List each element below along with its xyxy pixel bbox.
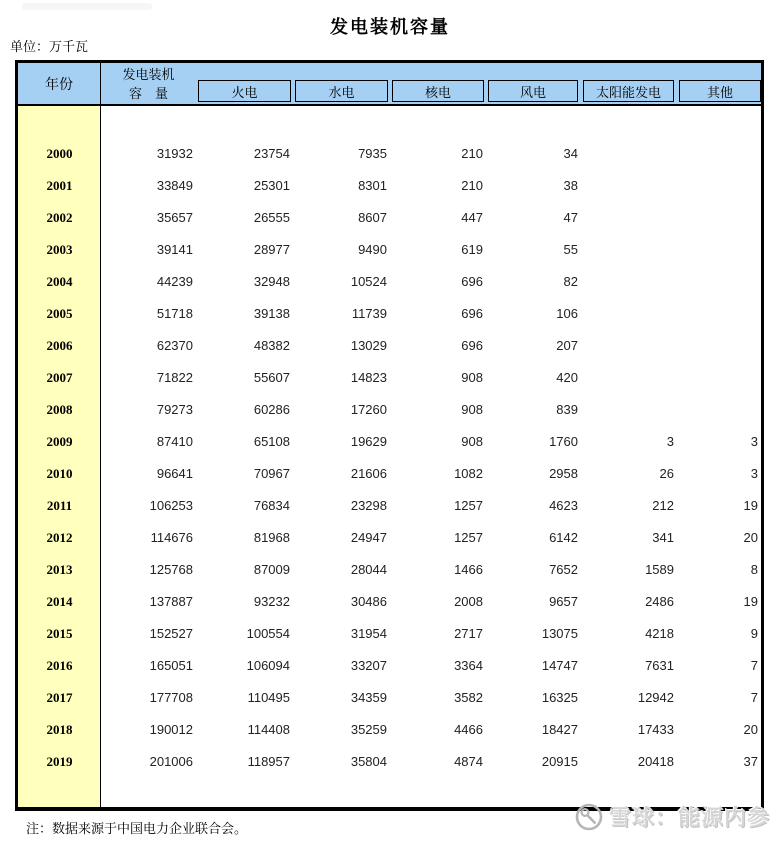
year-column-header: 年份 [18, 63, 101, 104]
data-cell: 48382 [253, 338, 290, 353]
data-cell: 70967 [253, 466, 290, 481]
sub-header-col-5: 其他 [679, 80, 761, 102]
data-cell: 14747 [541, 658, 578, 673]
data-cell: 19 [743, 498, 758, 513]
data-cell: 34 [563, 146, 578, 161]
table-row [18, 362, 761, 394]
data-cell [581, 170, 677, 202]
table-row [18, 554, 761, 586]
data-cell: 114408 [247, 722, 290, 737]
data-cell: 619 [461, 242, 483, 257]
data-cell: 9490 [358, 242, 387, 257]
year-cell: 2009 [46, 434, 73, 449]
data-cell: 2486 [645, 594, 674, 609]
table-row [18, 586, 761, 618]
data-cell [677, 362, 761, 394]
data-cell: 32948 [253, 274, 290, 289]
data-cell: 60286 [253, 402, 290, 417]
data-cell: 79273 [156, 402, 193, 417]
year-cell: 2004 [46, 274, 73, 289]
data-cell: 20 [743, 530, 758, 545]
sub-header-col-1: 水电 [295, 80, 388, 102]
data-cell [581, 362, 677, 394]
footnote: 注：数据来源于中国电力企业联合会。 [26, 821, 248, 836]
capacity-header-line1: 发电装机 [122, 67, 175, 82]
data-cell: 16325 [541, 690, 578, 705]
data-cell: 47 [563, 210, 578, 225]
table-row [18, 650, 761, 682]
data-cell: 96641 [156, 466, 193, 481]
data-cell [677, 234, 761, 266]
data-cell: 696 [461, 338, 483, 353]
data-cell: 62370 [156, 338, 193, 353]
data-cell: 106 [556, 306, 578, 321]
data-cell: 190012 [149, 722, 193, 737]
year-cell: 2014 [46, 594, 73, 609]
year-cell: 2016 [46, 658, 73, 673]
year-cell: 2007 [46, 370, 73, 385]
table-row [18, 394, 761, 426]
data-cell [581, 202, 677, 234]
data-cell: 65108 [253, 434, 290, 449]
watermark-text: 雪球：能源内参 [608, 805, 770, 830]
year-cell: 2006 [46, 338, 73, 353]
data-cell: 1257 [454, 498, 483, 513]
year-cell: 2003 [46, 242, 73, 257]
year-cell: 2008 [46, 402, 73, 417]
table-row [18, 618, 761, 650]
data-cell: 30486 [350, 594, 387, 609]
data-cell: 118957 [247, 754, 290, 769]
table-row [18, 170, 761, 202]
data-cell: 4623 [549, 498, 578, 513]
data-cell: 71822 [156, 370, 193, 385]
data-cell [581, 298, 677, 330]
data-cell: 908 [461, 402, 483, 417]
data-cell: 20 [743, 722, 758, 737]
year-cell: 2000 [46, 146, 73, 161]
table-row [18, 426, 761, 458]
data-cell: 2958 [549, 466, 578, 481]
data-cell: 9657 [549, 594, 578, 609]
data-cell: 106094 [246, 658, 290, 673]
data-cell [677, 202, 761, 234]
data-cell: 55 [563, 242, 578, 257]
data-cell: 28044 [350, 562, 387, 577]
data-cell: 201006 [149, 754, 193, 769]
data-cell: 7 [750, 690, 758, 705]
data-cell: 20915 [541, 754, 578, 769]
table-row [18, 266, 761, 298]
data-cell [581, 394, 677, 426]
data-cell: 3 [750, 434, 758, 449]
table-row [18, 458, 761, 490]
data-cell: 35657 [156, 210, 193, 225]
data-cell: 87410 [156, 434, 193, 449]
data-cell: 25301 [253, 178, 290, 193]
data-cell [677, 394, 761, 426]
data-cell: 110495 [247, 690, 290, 705]
data-cell: 8 [750, 562, 758, 577]
data-cell: 55607 [253, 370, 290, 385]
data-cell: 3582 [454, 690, 483, 705]
data-cell: 17433 [637, 722, 674, 737]
data-cell [677, 330, 761, 362]
data-cell: 39138 [253, 306, 290, 321]
data-cell: 696 [461, 274, 483, 289]
data-cell: 696 [461, 306, 483, 321]
data-cell: 37 [743, 754, 758, 769]
data-cell: 177708 [149, 690, 193, 705]
data-cell: 447 [461, 210, 483, 225]
data-cell: 4874 [454, 754, 483, 769]
year-cell: 2017 [46, 690, 73, 705]
data-cell: 23754 [253, 146, 290, 161]
year-cell: 2018 [46, 722, 73, 737]
xueqiu-logo-icon [574, 802, 604, 832]
table-row [18, 682, 761, 714]
data-cell: 33849 [156, 178, 193, 193]
year-cell: 2002 [46, 210, 73, 225]
data-cell [581, 234, 677, 266]
data-cell: 114676 [150, 530, 193, 545]
data-cell: 7652 [549, 562, 578, 577]
data-cell: 3 [666, 434, 674, 449]
data-cell: 2008 [454, 594, 483, 609]
data-cell: 839 [556, 402, 578, 417]
page-title: 发电装机容量 [330, 17, 450, 37]
data-cell: 34359 [350, 690, 387, 705]
data-cell: 23298 [350, 498, 387, 513]
unit-label: 单位：万千瓦 [10, 39, 89, 54]
data-cell: 18427 [541, 722, 578, 737]
table-row [18, 138, 761, 170]
table-row [18, 298, 761, 330]
data-cell: 33207 [350, 658, 387, 673]
table-row [18, 330, 761, 362]
year-cell: 2010 [46, 466, 73, 481]
table-row [18, 234, 761, 266]
data-cell: 125768 [149, 562, 193, 577]
data-cell: 4218 [645, 626, 674, 641]
data-cell: 35259 [350, 722, 387, 737]
data-cell: 212 [652, 498, 674, 513]
table-row [18, 714, 761, 746]
data-cell: 4466 [454, 722, 483, 737]
data-cell: 19 [743, 594, 758, 609]
data-cell: 26 [659, 466, 674, 481]
table-body [18, 106, 761, 807]
data-cell: 1257 [454, 530, 483, 545]
data-cell: 1589 [645, 562, 674, 577]
data-cell: 14823 [350, 370, 387, 385]
data-cell: 82 [563, 274, 578, 289]
data-cell: 31932 [156, 146, 193, 161]
data-cell: 17260 [350, 402, 387, 417]
year-cell: 2011 [46, 498, 73, 513]
data-cell: 44239 [156, 274, 193, 289]
table-row [18, 490, 761, 522]
data-cell: 87009 [253, 562, 290, 577]
year-cell: 2015 [46, 626, 73, 641]
data-cell [677, 170, 761, 202]
data-cell: 137887 [149, 594, 193, 609]
data-cell: 21606 [350, 466, 387, 481]
table-row [18, 746, 761, 778]
data-cell: 420 [556, 370, 578, 385]
data-cell: 2717 [454, 626, 483, 641]
data-cell: 28977 [253, 242, 290, 257]
data-cell [581, 266, 677, 298]
data-cell: 8607 [358, 210, 387, 225]
data-cell: 341 [652, 530, 674, 545]
data-cell: 7631 [645, 658, 674, 673]
capacity-column-header [101, 63, 196, 104]
table-rows [18, 138, 761, 778]
table-row [18, 202, 761, 234]
data-cell: 3 [750, 466, 758, 481]
sub-header-col-4: 太阳能发电 [583, 80, 674, 102]
sub-header-col-3: 风电 [488, 80, 578, 102]
data-cell: 20418 [637, 754, 674, 769]
year-cell: 2005 [46, 306, 73, 321]
data-cell: 76834 [253, 498, 290, 513]
data-cell: 38 [563, 178, 578, 193]
watermark [574, 801, 770, 832]
faint-artifact [22, 3, 152, 10]
data-cell: 106253 [149, 498, 193, 513]
data-cell: 9 [750, 626, 758, 641]
data-cell: 6142 [549, 530, 578, 545]
data-cell: 207 [556, 338, 578, 353]
data-cell [677, 266, 761, 298]
data-cell: 1082 [454, 466, 483, 481]
data-cell: 10524 [350, 274, 387, 289]
data-cell: 51718 [156, 306, 193, 321]
data-cell [677, 298, 761, 330]
data-cell [581, 330, 677, 362]
table-header [18, 63, 761, 106]
data-cell: 24947 [350, 530, 387, 545]
data-cell: 100554 [246, 626, 290, 641]
data-cell: 908 [461, 370, 483, 385]
sub-header-col-0: 火电 [198, 80, 291, 102]
data-cell: 1760 [549, 434, 578, 449]
data-cell: 13029 [350, 338, 387, 353]
capacity-header-line2: 容 量 [128, 86, 168, 101]
data-cell: 165051 [149, 658, 193, 673]
year-cell: 2019 [46, 754, 73, 769]
data-cell [677, 138, 761, 170]
year-cell: 2013 [46, 562, 73, 577]
data-cell: 26555 [253, 210, 290, 225]
data-cell: 11739 [351, 306, 387, 321]
data-cell [581, 138, 677, 170]
data-cell: 7935 [358, 146, 387, 161]
year-cell: 2012 [46, 530, 73, 545]
data-cell: 13075 [541, 626, 578, 641]
data-cell: 8301 [358, 178, 387, 193]
data-cell: 31954 [350, 626, 387, 641]
data-cell: 81968 [253, 530, 290, 545]
data-cell: 210 [461, 178, 483, 193]
data-cell: 908 [461, 434, 483, 449]
data-cell: 3364 [454, 658, 483, 673]
data-cell: 39141 [156, 242, 193, 257]
data-cell: 152527 [149, 626, 193, 641]
data-cell: 1466 [454, 562, 483, 577]
table-row [18, 522, 761, 554]
data-cell: 7 [750, 658, 758, 673]
data-cell: 19629 [350, 434, 387, 449]
data-cell: 210 [461, 146, 483, 161]
data-cell: 35804 [350, 754, 387, 769]
data-cell: 12942 [637, 690, 674, 705]
data-cell: 93232 [253, 594, 290, 609]
capacity-table [15, 60, 764, 811]
year-cell: 2001 [46, 178, 73, 193]
sub-header-col-2: 核电 [392, 80, 484, 102]
